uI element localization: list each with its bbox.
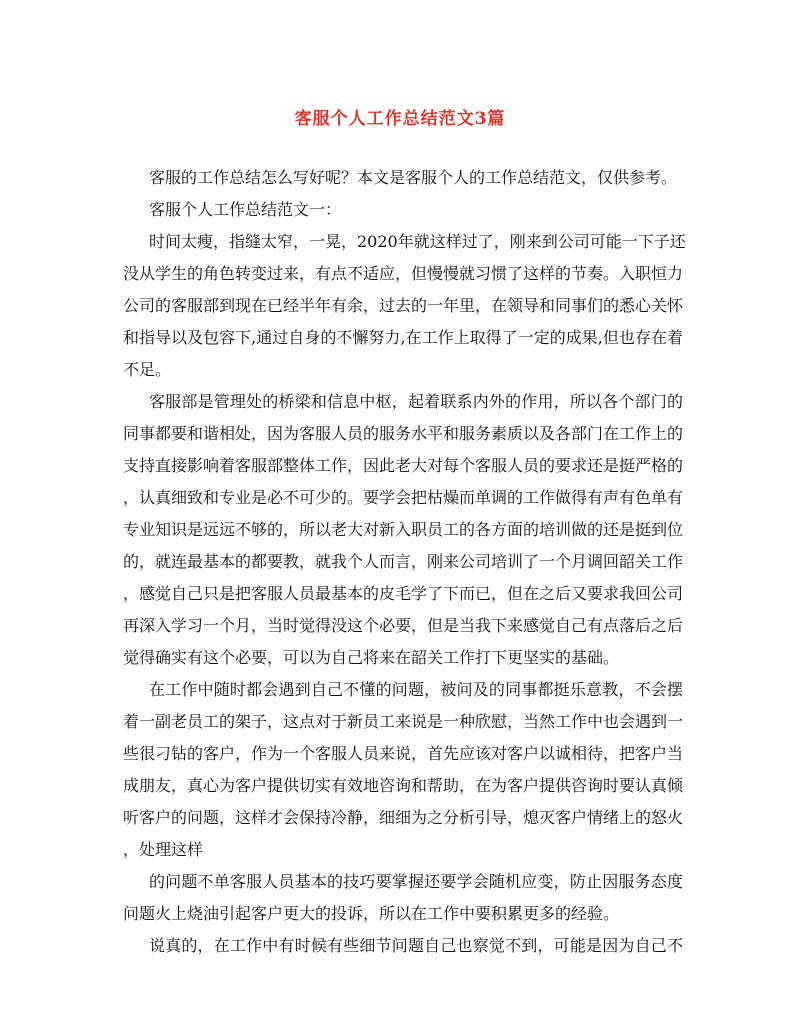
paragraph-line: 支持直接影响着客服部整体工作，因此老大对每个客服人员的要求还是挺严格的 — [123, 456, 684, 475]
paragraph-line: 成朋友，真心为客户提供切实有效地咨询和帮助，在为客户提供咨询时要认真倾 — [123, 776, 684, 795]
paragraph-line: 着一副老员工的架子，这点对于新员工来说是一种欣慰，当然工作中也会遇到一 — [123, 712, 684, 731]
paragraph-line: 时间太瘦，指缝太窄，一晃，2020年就这样过了，刚来到公司可能一下子还 — [149, 232, 686, 251]
section-heading: 客服个人工作总结范文一： — [149, 200, 342, 219]
document-title: 客服个人工作总结范文3篇 — [294, 109, 506, 129]
paragraph-line: 和指导以及包容下,通过自身的不懈努力,在工作上取得了一定的成果,但也存在着 — [123, 328, 683, 347]
paragraph-line: 专业知识是远远不够的，所以老大对新入职员工的各方面的培训做的还是挺到位 — [123, 520, 684, 539]
paragraph-line: 说真的，在工作中有时候有些细节问题自己也察觉不到，可能是因为自己不 — [149, 936, 683, 955]
paragraph-line: 没从学生的角色转变过来，有点不适应，但慢慢就习惯了这样的节奏。入职恒力 — [123, 264, 684, 283]
paragraph-line: 公司的客服部到现在已经半年有余，过去的一年里，在领导和同事们的悉心关怀 — [123, 296, 684, 315]
paragraph-line: 觉得确实有这个必要，可以为自己将来在韶关工作打下更坚实的基础。 — [123, 648, 620, 667]
paragraph-line: 问题火上烧油引起客户更大的投诉，所以在工作中要积累更多的经验。 — [123, 904, 620, 923]
paragraph-line: 再深入学习一个月，当时觉得没这个必要，但是当我下来感觉自己有点落后之后 — [123, 616, 684, 635]
paragraph-line: 听客户的问题，这样才会保持冷静，细细为之分析引导，熄灭客户情绪上的怒火 — [123, 808, 684, 827]
paragraph-line: ，认真细致和专业是必不可少的。要学会把枯燥而单调的工作做得有声有色单有 — [123, 488, 684, 507]
paragraph-line: ，感觉自己只是把客服人员最基本的皮毛学了下而已，但在之后又要求我回公司 — [123, 584, 684, 603]
paragraph-line: 同事都要和谐相处，因为客服人员的服务水平和服务素质以及各部门在工作上的 — [123, 424, 684, 443]
paragraph-line: 不足。 — [123, 360, 172, 379]
paragraph-line: 的，就连最基本的都要教，就我个人而言，刚来公司培训了一个月调回韶关工作 — [123, 552, 684, 571]
paragraph-line: 的问题不单客服人员基本的技巧要掌握还要学会随机应变，防止因服务态度 — [149, 872, 683, 891]
paragraph-line: 在工作中随时都会遇到自己不懂的问题，被问及的同事都挺乐意教，不会摆 — [149, 680, 683, 699]
intro-line: 客服的工作总结怎么写好呢？本文是客服个人的工作总结范文，仅供参考。 — [149, 168, 678, 187]
paragraph-line: ，处理这样 — [123, 840, 204, 859]
paragraph-line: 些很刁钻的客户，作为一个客服人员来说，首先应该对客户以诚相待，把客户当 — [123, 744, 684, 763]
paragraph-line: 客服部是管理处的桥梁和信息中枢，起着联系内外的作用，所以各个部门的 — [149, 392, 683, 411]
